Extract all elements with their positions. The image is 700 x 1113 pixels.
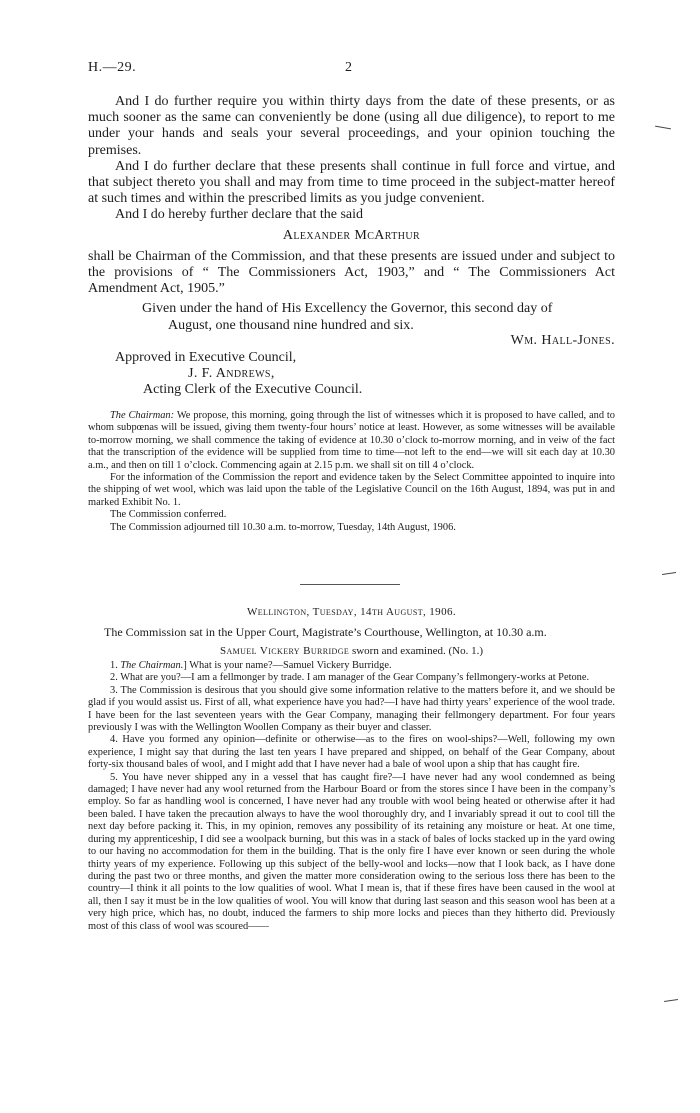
witness-heading <box>88 645 615 657</box>
margin-mark <box>655 126 671 130</box>
commission-conferred: The Commission conferred. <box>110 509 227 521</box>
report-code: H.—29. <box>88 60 137 75</box>
evidence-section <box>88 660 615 933</box>
question-1-speaker: The Chairman. <box>120 660 184 671</box>
question-2: 2. What are you?—I am a fellmonger by trade. I am manager of the Gear Company’s fellmongery-works at Petone. <box>110 672 590 684</box>
witness-suffix: sworn and examined. (No. 1.) <box>351 644 484 657</box>
question-1-number: 1. <box>110 660 118 671</box>
commission-adjourned: The Commission adjourned till 10.30 a.m. to-morrow, Tuesday, 14th August, 1906. <box>110 521 456 533</box>
speaker-label: The Chairman: <box>110 410 175 421</box>
approver-name: J. F. Andrews, <box>188 366 275 382</box>
chairman-name: Alexander McArthur <box>282 227 421 243</box>
warrant-paragraph-chairman: shall be Chairman of the Commission, and that these presents are issued under and subject to the provisions of “ The Commissioners Act, 1903,” and “ The Commissioners Act Amendment Act, 1905.” <box>88 248 615 297</box>
warrant-section <box>88 94 615 399</box>
question-1-text: ] What is your name?—Samuel Vickery Burridge. <box>183 660 392 671</box>
governor-signature: Wm. Hall-Jones. <box>510 332 615 348</box>
witness-name: Samuel Vickery Burridge <box>219 644 350 657</box>
chairman-statement-text: We propose, this morning, going through the list of witnesses which it is proposed to have called, and to whom subpœnas will be issued, giving them twenty-four hours’ notice at least. However, as some witnesses will be available to-morrow morning, we shall commence the taking of evidence at 10.30 o’clock to-morrow morning, and in veiw of the fact that the transcription of the evidence will be supplied from time to time—not left to the end—we will sit each day at 10.30 a.m., and then on till 1 o’clock. Commencing again at 2.15 p.m. we shall sit on till 4 o’clock. <box>88 410 616 471</box>
session-sitting: The Commission sat in the Upper Court, Magistrate’s Courthouse, Wellington, at 10.30 a.m. <box>104 625 547 640</box>
approver-title: Acting Clerk of the Executive Council. <box>143 382 363 398</box>
given-line-1: Given under the hand of His Excellency the Governor, this second day of <box>142 301 553 317</box>
question-4: 4. Have you formed any opinion—definite or otherwise—as to the fires on wool-ships?—Well, following my own experience, I might say that during the last ten years I have prepared and shipped, on behalf of the Gear Company, about forty-six thousand bales of wool, and I might add that I have never had a bale of wool upon a ship that has caught fire. <box>88 734 615 771</box>
question-3: 3. The Commission is desirous that you should give some information relative to the matters before it, and we should be glad if you would assist us. First of all, what experience have you had?—I have had thirty years’ experience of the wool trade. I have been for the last seventeen years with the Gear Company, managing their fellmongery department. For four years previously I was with the Wellington Woollen Company as their buyer and classer. <box>88 684 615 734</box>
approved-line: Approved in Executive Council, <box>115 350 297 366</box>
session-heading: Wellington, Tuesday, 14th August, 1906. <box>246 606 457 618</box>
given-line-2: August, one thousand nine hundred and six. <box>168 317 414 333</box>
margin-mark <box>662 572 676 575</box>
chairman-statement <box>88 410 615 472</box>
question-1 <box>88 660 615 672</box>
warrant-paragraph-report: And I do further require you within thirty days from the date of these presents, or as much sooner as the same can conveniently be done (using all due diligence), to report to me under your hands and seals your several proceedings, and your opinion touching the premises. <box>88 94 615 158</box>
page-header <box>88 60 660 80</box>
margin-mark <box>664 999 678 1002</box>
proceedings-section <box>88 410 615 534</box>
session-section <box>88 606 615 657</box>
warrant-paragraph-continue: And I do further declare that these presents shall continue in full force and virtue, and that subject thereto you shall and may from time to time proceed in the subject-matter hereof at such times and within the prescribed limits as you judge convenient. <box>88 158 615 207</box>
question-5: 5. You have never shipped any in a vessel that has caught fire?—I have never had any wool condemned as being damaged; I have never had any wool returned from the Harbour Board or from the stores since I have been in the company’s employ. So far as handling wool is concerned, I have never had any trouble with wool being heated or otherwise after it had been baled. I have taken the precaution always to have the wool thoroughly dry, and I invariably spread it out to cool till the next day before packing it. This, in my opinion, removes any possibility of its retaining any moisture or heat. At one time, during my apprenticeship, I did see a woolpack burning, but this was in a stack of bales of locks stacked up in the yard owing to our having no accommodation for them in the building. That is the only fire I have ever known or seen during the whole thirty years of my experience. Following up this subject of the belly-wool and locks—now that I look back, as I have done during the past two or three months, and given the matter more consideration owing to the serious loss there has been to the country—I think it all points to the low qualities of wool. What I mean is, that if these fires have been caused in the wool at all, then I say it must be in the low qualities of wool. You will know that during last season and this season wool has been at a very high price, which has, no doubt, induced the farmers to ship more locks and pieces than they hitherto did. Previously most of this class of wool was scoured—— <box>88 771 615 932</box>
exhibit-paragraph: For the information of the Commission the report and evidence taken by the Select Committee appointed to inquire into the shipping of wet wool, which was laid upon the table of the Legislative Council on the 16th August, 1894, was put in and marked Exhibit No. 1. <box>88 472 615 508</box>
section-divider <box>300 584 400 585</box>
warrant-paragraph-declare: And I do hereby further declare that the said <box>115 207 364 223</box>
page-number: 2 <box>345 60 352 75</box>
